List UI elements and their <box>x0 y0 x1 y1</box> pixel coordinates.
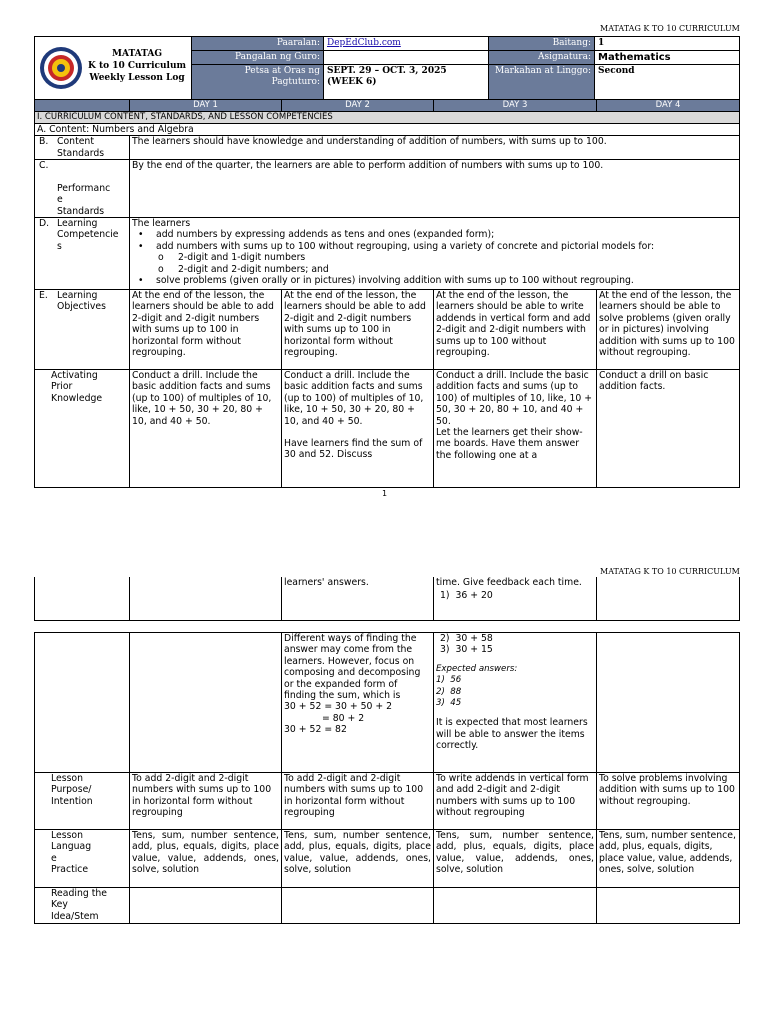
objective-day4: At the end of the lesson, the learners should be able to solve problems (given orally or in pictures) involving addition with sums up to 100 without regrouping. <box>597 290 740 370</box>
activating-day1: Conduct a drill. Include the basic addition facts and sums (up to 100) of multiples of 10, like, 10 + 50, 30 + 20, 80 + 10, and 40 + 50. <box>130 370 282 488</box>
purpose-day2: To add 2-digit and 2-digit numbers with sums up to 100 in horizontal form without regrouping <box>282 773 434 830</box>
doc-title-2: K to 10 Curriculum <box>87 60 187 71</box>
doc-title-3: Weekly Lesson Log <box>89 72 185 83</box>
objectives-label: E. Learning Objectives <box>35 290 130 370</box>
day1-header: DAY 1 <box>130 100 282 112</box>
competency-subitem: o 2-digit and 2-digit numbers; and <box>178 264 737 275</box>
info-table <box>34 36 740 101</box>
school-label: Paaralan: <box>192 37 324 51</box>
activating-label: Activating Prior Knowledge <box>35 370 130 488</box>
section-title: I. CURRICULUM CONTENT, STANDARDS, AND LESSON COMPETENCIES <box>35 112 740 124</box>
subject-label: Asignatura: <box>489 51 595 65</box>
day4-header: DAY 4 <box>597 100 740 112</box>
quarter-value: Second <box>595 65 740 101</box>
grade-value: 1 <box>595 37 740 51</box>
language-day3: Tens, sum, number sentence, add, plus, equals, digits, place value, value, addends, ones, solve, solution <box>434 830 597 888</box>
day2-header: DAY 2 <box>282 100 434 112</box>
subject-value: Mathematics <box>595 51 740 65</box>
doc-title-1: MATATAG <box>111 48 163 59</box>
purpose-day1: To add 2-digit and 2-digit numbers with sums up to 100 in horizontal form without regrouping <box>130 773 282 830</box>
date-value: SEPT. 29 – OCT. 3, 2025 (WEEK 6) <box>324 65 489 101</box>
date-label: Petsa at Oras ng Pagtuturo: <box>192 65 324 101</box>
school-link[interactable]: DepEdClub.com <box>327 38 401 48</box>
lesson-table-p2a <box>34 577 740 621</box>
language-label: Lesson Languag e Practice <box>35 830 130 888</box>
language-day4: Tens, sum, number sentence, add, plus, equals, digits, place value, value, addends, ones, solve, solution <box>597 830 740 888</box>
purpose-day4: To solve problems involving addition with sums up to 100 without regrouping. <box>597 773 740 830</box>
competencies-text: The learners • add numbers by expressing addends as tens and ones (expanded form); • add numbers with sums up to 100 without regrouping, using a variety of concrete and pictorial models for: o 2-digit and 1-digit numbers o 2-digit and 2-digit numbers; and • solve problems (given orally or in pictures) involving addition with sums up to 100 without regrouping. <box>130 218 740 290</box>
competency-item: • solve problems (given orally or in pictures) involving addition with sums up to 100 without regrouping. <box>156 275 737 286</box>
quarter-label: Markahan at Linggo: <box>489 65 595 101</box>
lesson-table-p2b <box>34 632 740 924</box>
content-standards-text: The learners should have knowledge and understanding of addition of numbers, with sums up to 100. <box>130 136 740 160</box>
competencies-label: D. Learning Competencie s <box>35 218 130 290</box>
competency-item: • add numbers with sums up to 100 without regrouping, using a variety of concrete and pictorial models for: <box>156 241 737 252</box>
key-idea-label: Reading the Key Idea/Stem <box>35 888 130 924</box>
day3-items: 2) 30 + 58 3) 30 + 15 Expected answers: 1) 56 2) 88 3) 45 It is expected that most learners will be able to answer the items correctly. <box>434 633 597 773</box>
day2-ways: Different ways of finding the answer may come from the learners. However, focus on composing and decomposing or the expanded form of finding the sum, which is 30 + 52 = 30 + 50 + 2 = 80 + 2 30 + 52 = 82 <box>282 633 434 773</box>
purpose-day3: To write addends in vertical form and add 2-digit and 2-digit numbers with sums up to 100 without regrouping <box>434 773 597 830</box>
performance-standards-text: By the end of the quarter, the learners are able to perform addition of numbers with sums up to 100. <box>130 160 740 218</box>
lesson-table-p1 <box>34 99 740 488</box>
competency-subitem: o 2-digit and 1-digit numbers <box>178 252 737 263</box>
teacher-value <box>324 51 489 65</box>
language-day2: Tens, sum, number sentence, add, plus, equals, digits, place value, value, addends, ones, solve, solution <box>282 830 434 888</box>
day3-continued: time. Give feedback each time. 1) 36 + 20 <box>434 577 597 620</box>
logo-cell <box>35 37 192 101</box>
grade-label: Baitang: <box>489 37 595 51</box>
day2-continued: learners' answers. <box>282 577 434 620</box>
content-standards-label: B. Content Standards <box>35 136 130 160</box>
objective-day1: At the end of the lesson, the learners should be able to add 2-digit and 2-digit numbers with sums up to 100 in horizontal form without regrouping. <box>130 290 282 370</box>
competency-item: • add numbers by expressing addends as tens and ones (expanded form); <box>156 229 737 240</box>
activating-day3: Conduct a drill. Include the basic addition facts and sums (up to 100) of multiples of 10, like, 10 + 50, 30 + 20, 80 + 10, and 40 + 50. Let the learners get their show-me boards. Have them answer the following one at a <box>434 370 597 488</box>
objective-day3: At the end of the lesson, the learners should be able to write addends in vertical form and add 2-digit and 2-digit numbers with sums up to 100 without regrouping. <box>434 290 597 370</box>
teacher-label: Pangalan ng Guro: <box>192 51 324 65</box>
performance-standards-label: C. Performanc e Standards <box>35 160 130 218</box>
language-day1: Tens, sum, number sentence, add, plus, equals, digits, place value, value, addends, ones, solve, solution <box>130 830 282 888</box>
curriculum-tag-p2: MATATAG K TO 10 CURRICULUM <box>600 567 740 576</box>
content-row: A. Content: Numbers and Algebra <box>35 124 740 136</box>
purpose-label: Lesson Purpose/ Intention <box>35 773 130 830</box>
deped-seal-icon <box>39 46 83 90</box>
objective-day2: At the end of the lesson, the learners should be able to add 2-digit and 2-digit numbers with sums up to 100 in horizontal form without regrouping. <box>282 290 434 370</box>
day3-header: DAY 3 <box>434 100 597 112</box>
curriculum-tag: MATATAG K TO 10 CURRICULUM <box>600 24 740 33</box>
page-number: 1 <box>382 489 388 498</box>
activating-day2: Conduct a drill. Include the basic addition facts and sums (up to 100) of multiples of 10, like, 10 + 50, 30 + 20, 80 + 10, and 40 + 50. Have learners find the sum of 30 and 52. Discuss <box>282 370 434 488</box>
activating-day4: Conduct a drill on basic addition facts. <box>597 370 740 488</box>
